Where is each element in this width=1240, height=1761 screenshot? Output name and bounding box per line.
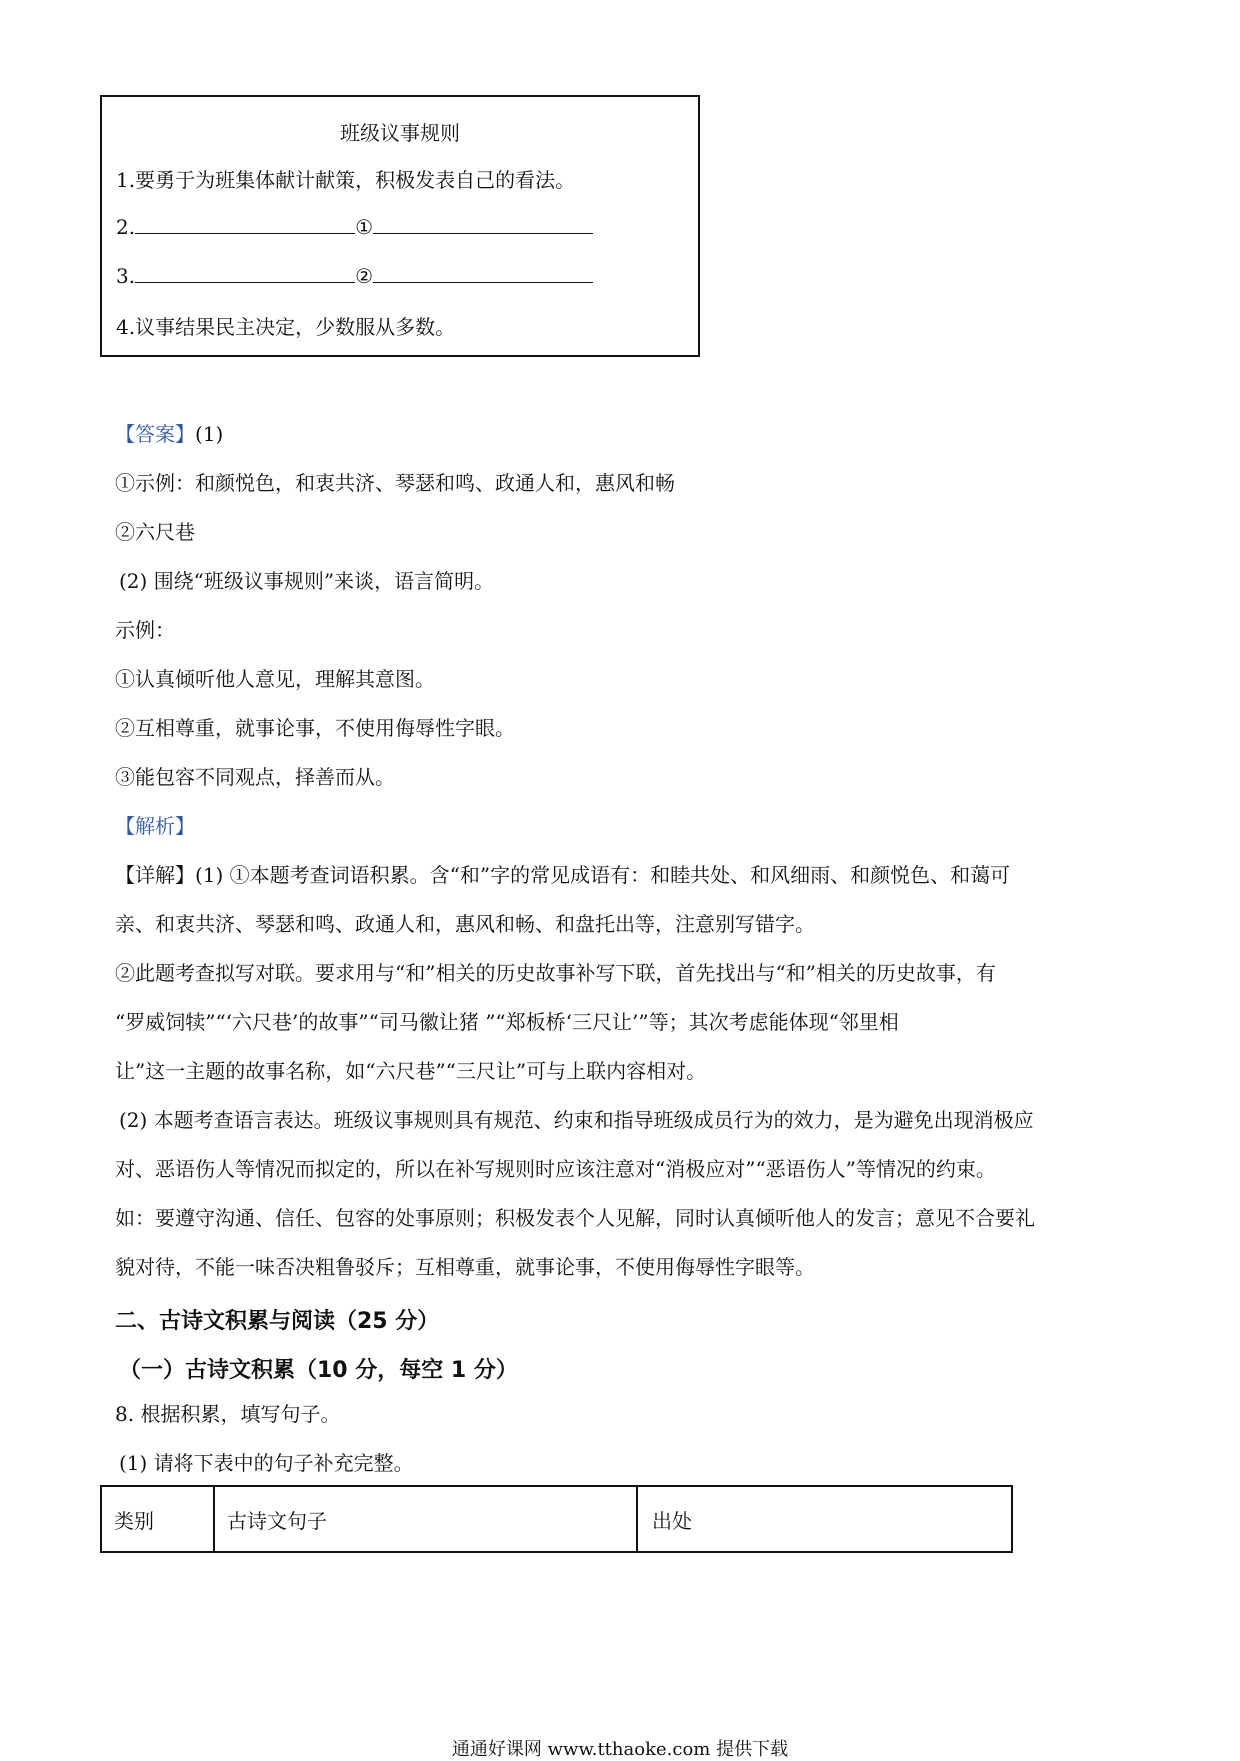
rules-box: [100, 95, 700, 357]
rule-3-blank-a: [135, 262, 355, 283]
analysis-p3-line3: 如：要遵守沟通、信任、包容的处事原则；积极发表个人见解，同时认真倾听他人的发言；意见不合要礼: [115, 1206, 1035, 1230]
answer-item-2: ②六尺巷: [115, 520, 195, 544]
answer-item-1: ①示例：和颜悦色，和衷共济、琴瑟和鸣、政通人和，惠风和畅: [115, 471, 675, 495]
answer-part1-label: (1): [195, 422, 224, 446]
analysis-p3-line2: 对、恶语伤人等情况而拟定的，所以在补写规则时应该注意对“消极应对”“恶语伤人”等情况的约束。: [115, 1157, 996, 1181]
analysis-p2-line1: ②此题考查拟写对联。要求用与“和”相关的历史故事补写下联，首先找出与“和”相关的历史故事，有: [115, 961, 996, 985]
analysis-label: 【解析】: [115, 814, 195, 838]
example-2: ②互相尊重，就事论事，不使用侮辱性字眼。: [115, 716, 515, 740]
rules-title: 班级议事规则: [340, 121, 460, 145]
analysis-p1-line2: 亲、和衷共济、琴瑟和鸣、政通人和，惠风和畅、和盘托出等，注意别写错字。: [115, 912, 815, 936]
poetry-table: [100, 1485, 1013, 1553]
rule-1: 1.要勇于为班集体献计献策，积极发表自己的看法。: [116, 168, 576, 192]
answer-header: [115, 424, 223, 444]
analysis-p3-line1: (2) 本题考查语言表达。班级议事规则具有规范、约束和指导班级成员行为的效力，是为避免出现消极应: [119, 1108, 1034, 1132]
example-3: ③能包容不同观点，择善而从。: [115, 765, 395, 789]
table-header-category: 类别: [102, 1487, 215, 1551]
answer-part2: (2) 围绕“班级议事规则”来谈，语言简明。: [119, 569, 495, 593]
rule-2-marker: ①: [355, 215, 374, 239]
question-8-part1: (1) 请将下表中的句子补充完整。: [119, 1451, 414, 1475]
analysis-p1-line1: 【详解】(1) ①本题考查词语积累。含“和”字的常见成语有：和睦共处、和风细雨、和颜悦色、和蔼可: [115, 863, 1011, 887]
page-footer: 通通好课网 www.tthaoke.com 提供下载: [451, 1739, 789, 1760]
rule-4: 4.议事结果民主决定，少数服从多数。: [116, 315, 456, 339]
rule-2-blank-b: [373, 213, 593, 234]
answer-label: 【答案】: [115, 422, 195, 446]
rule-3-number: 3.: [116, 264, 136, 288]
table-header-sentence: 古诗文句子: [215, 1487, 638, 1551]
rule-3-blank-b: [373, 262, 593, 283]
sub-section-heading: （一）古诗文积累（10 分，每空 1 分）: [119, 1358, 518, 1383]
analysis-p3-line4: 貌对待，不能一味否决粗鲁驳斥；互相尊重，就事论事，不使用侮辱性字眼等。: [115, 1255, 815, 1279]
example-1: ①认真倾听他人意见，理解其意图。: [115, 667, 435, 691]
example-label: 示例：: [115, 618, 175, 642]
rule-2-blank-a: [135, 213, 355, 234]
section-heading: 二、古诗文积累与阅读（25 分）: [115, 1309, 440, 1334]
analysis-p2-line3: 让”这一主题的故事名称，如“六尺巷”“三尺让”可与上联内容相对。: [115, 1059, 707, 1083]
rule-2: [116, 213, 593, 239]
analysis-p2-line2: “罗威饲犊”“‘六尺巷’的故事”“司马徽让猪 ”“郑板桥‘三尺让’”等；其次考虑能体现“邻里相: [115, 1010, 899, 1034]
rule-3-marker: ②: [355, 264, 374, 288]
rule-2-number: 2.: [116, 215, 136, 239]
question-8: 8. 根据积累，填写句子。: [115, 1402, 341, 1426]
rule-3: [116, 262, 593, 288]
table-header-source: 出处: [652, 1508, 692, 1533]
